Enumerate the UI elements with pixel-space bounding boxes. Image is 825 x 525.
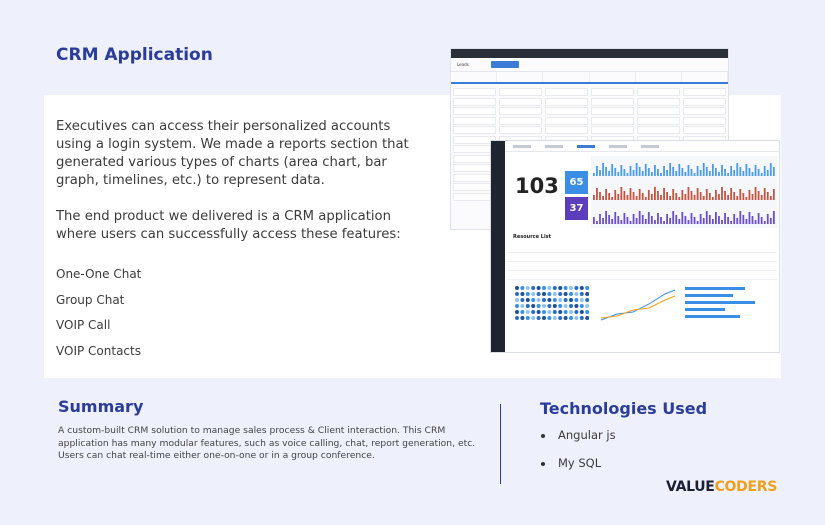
timeline-bars [591, 156, 778, 228]
leads-label: Leads [457, 62, 469, 67]
summary-text: A custom-built CRM solution to manage sales process & Client interaction. This CRM application has many modular features, such as voice calling, chat, report generation, etc. Users can chat real-time either one-on-one or in a group conference. [58, 425, 476, 461]
valuecoders-logo: VALUECODERS [666, 479, 778, 495]
line-chart [597, 282, 677, 324]
dashboard-screenshot [490, 140, 780, 353]
pipeline-stages [451, 72, 728, 84]
feature-item: VOIP Call [56, 318, 111, 332]
bar-chart [681, 282, 761, 324]
page-title: CRM Application [56, 45, 213, 65]
technology-item: Angular js [541, 428, 616, 456]
report-charts [513, 282, 775, 324]
bullet-icon [541, 434, 545, 438]
summary-title: Summary [58, 397, 144, 416]
feature-item: Group Chat [56, 292, 125, 307]
metric-badge-purple: 37 [565, 197, 588, 220]
resource-rows [507, 244, 777, 280]
feature-item: One-One Chat [56, 267, 142, 281]
intro-text [56, 118, 416, 262]
feature-item: VOIP Contacts [56, 343, 141, 358]
intro-paragraph-1: Executives can access their personalized accounts using a login system. We made a reports section that generated various types of charts (area chart, bar graph, timelines, etc.) to represent data. [56, 119, 409, 188]
heatmap-chart [513, 282, 593, 324]
technology-item: My SQL [541, 456, 616, 484]
new-lead-button [491, 61, 519, 68]
screenshot-tabs [505, 141, 779, 152]
technologies-list [541, 428, 616, 484]
technologies-title: Technologies Used [540, 399, 708, 418]
screenshot-topbar [451, 49, 728, 58]
metric-badge-blue: 65 [565, 171, 588, 194]
screenshot-sidebar [491, 141, 505, 353]
section-divider [500, 404, 501, 484]
resource-list-title: Resource List [513, 234, 552, 240]
feature-list [56, 266, 141, 368]
screenshot-toolbar [451, 58, 728, 72]
bullet-icon [541, 462, 545, 466]
total-resources-number: 103 [515, 174, 559, 198]
intro-paragraph-2: The end product we delivered is a CRM application where users can successfully access these features: [56, 209, 401, 242]
